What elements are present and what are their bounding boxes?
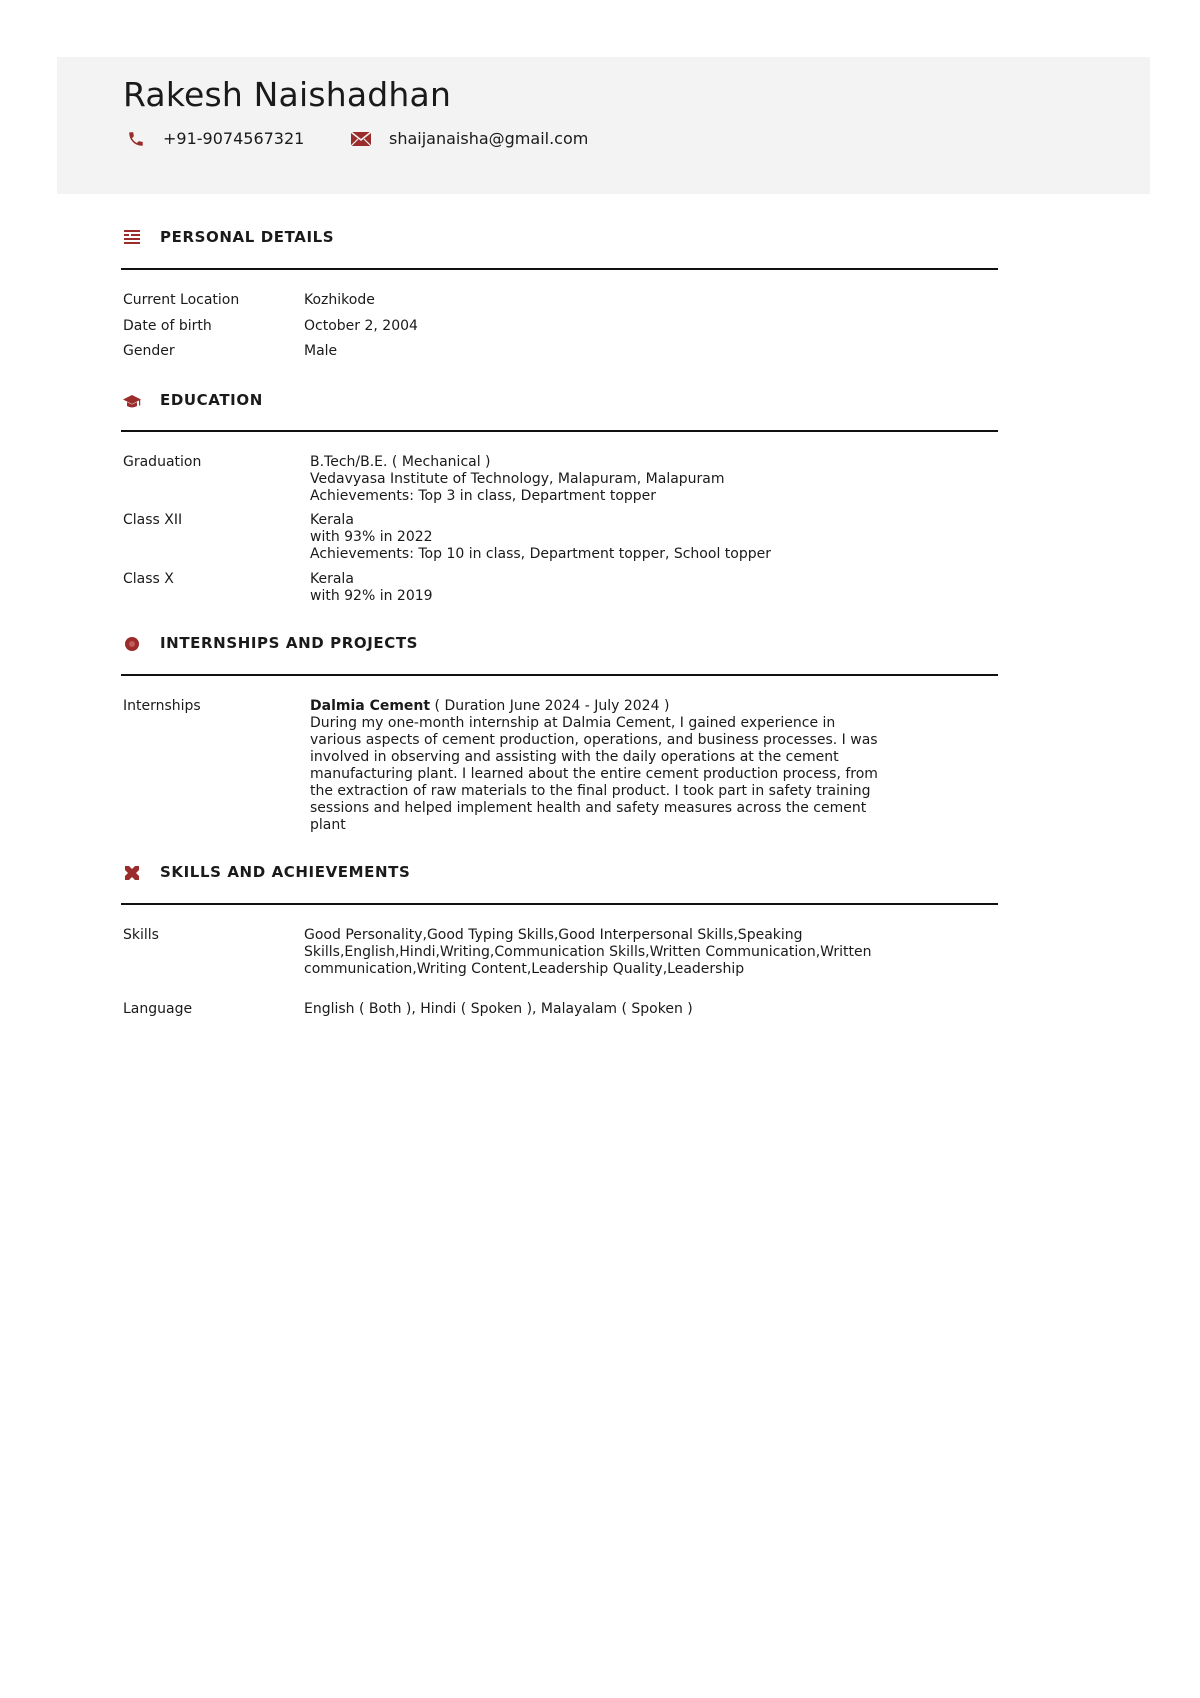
class-xii-label: Class XII <box>123 512 183 528</box>
skills-heading <box>123 863 411 882</box>
skills-value: Good Personality,Good Typing Skills,Good Interpersonal Skills,Speaking Skills,English,Hindi,Writing,Communication Skills,Written Communication,Written communication,Writing Content,Leadership Quality,Leadership <box>304 927 872 977</box>
skills-value-wrap <box>304 927 884 978</box>
phone-contact[interactable] <box>127 129 304 148</box>
class-xii-board: Kerala <box>310 512 354 528</box>
resume-header <box>57 57 1150 194</box>
section-title: EDUCATION <box>160 391 263 409</box>
dob-label: Date of birth <box>123 318 212 334</box>
class-x-score: with 92% in 2019 <box>310 588 433 604</box>
internship-company: Dalmia Cement <box>310 698 431 714</box>
internship-title-line <box>310 698 890 715</box>
skills-label: Skills <box>123 927 159 943</box>
candidate-name: Rakesh Naishadhan <box>123 75 452 114</box>
location-value: Kozhikode <box>304 292 375 308</box>
class-xii-score: with 93% in 2022 <box>310 529 433 545</box>
badge-icon <box>123 635 141 653</box>
graduation-institute: Vedavyasa Institute of Technology, Malapuram, Malapuram <box>310 471 725 487</box>
internship-description: During my one-month internship at Dalmia Cement, I gained experience in various aspects of cement production, operations, and business processes. I was involved in observing and assisting with the daily operations at the cement manufacturing plant. I learned about the entire cement production process, from the extraction of raw materials to the final product. I took part in safety training sessions and helped implement health and safety measures across the cement plant <box>310 715 878 833</box>
class-x-details <box>310 571 433 605</box>
class-xii-details <box>310 512 771 563</box>
internships-heading <box>123 634 419 653</box>
section-title: INTERNSHIPS AND PROJECTS <box>160 634 419 652</box>
phone-icon <box>127 130 145 148</box>
section-divider <box>121 430 998 432</box>
envelope-icon <box>351 131 371 147</box>
tools-icon <box>123 864 141 882</box>
phone-number: +91-9074567321 <box>163 129 305 148</box>
graduation-achievements: Achievements: Top 3 in class, Department topper <box>310 488 657 504</box>
gender-value: Male <box>304 343 338 359</box>
graduation-details <box>310 454 725 505</box>
section-divider <box>121 268 998 270</box>
email-contact[interactable] <box>351 129 588 148</box>
internship-duration: ( Duration June 2024 - July 2024 ) <box>430 698 670 714</box>
email-address: shaijanaisha@gmail.com <box>389 129 589 148</box>
location-label: Current Location <box>123 292 240 308</box>
language-label: Language <box>123 1001 193 1017</box>
class-x-board: Kerala <box>310 571 354 587</box>
gender-label: Gender <box>123 343 175 359</box>
internship-details <box>310 698 890 834</box>
section-title: SKILLS AND ACHIEVEMENTS <box>160 863 411 881</box>
graduation-cap-icon <box>123 392 141 410</box>
section-divider <box>121 674 998 676</box>
class-x-label: Class X <box>123 571 174 587</box>
id-card-icon <box>123 229 141 247</box>
dob-value: October 2, 2004 <box>304 318 418 334</box>
education-heading <box>123 391 263 410</box>
graduation-degree: B.Tech/B.E. ( Mechanical ) <box>310 454 491 470</box>
language-value: English ( Both ), Hindi ( Spoken ), Malayalam ( Spoken ) <box>304 1001 693 1017</box>
graduation-label: Graduation <box>123 454 202 470</box>
personal-details-heading <box>123 228 335 247</box>
internships-label: Internships <box>123 698 201 714</box>
section-divider <box>121 903 998 905</box>
class-xii-achievements: Achievements: Top 10 in class, Department topper, School topper <box>310 546 771 562</box>
section-title: PERSONAL DETAILS <box>160 228 335 246</box>
